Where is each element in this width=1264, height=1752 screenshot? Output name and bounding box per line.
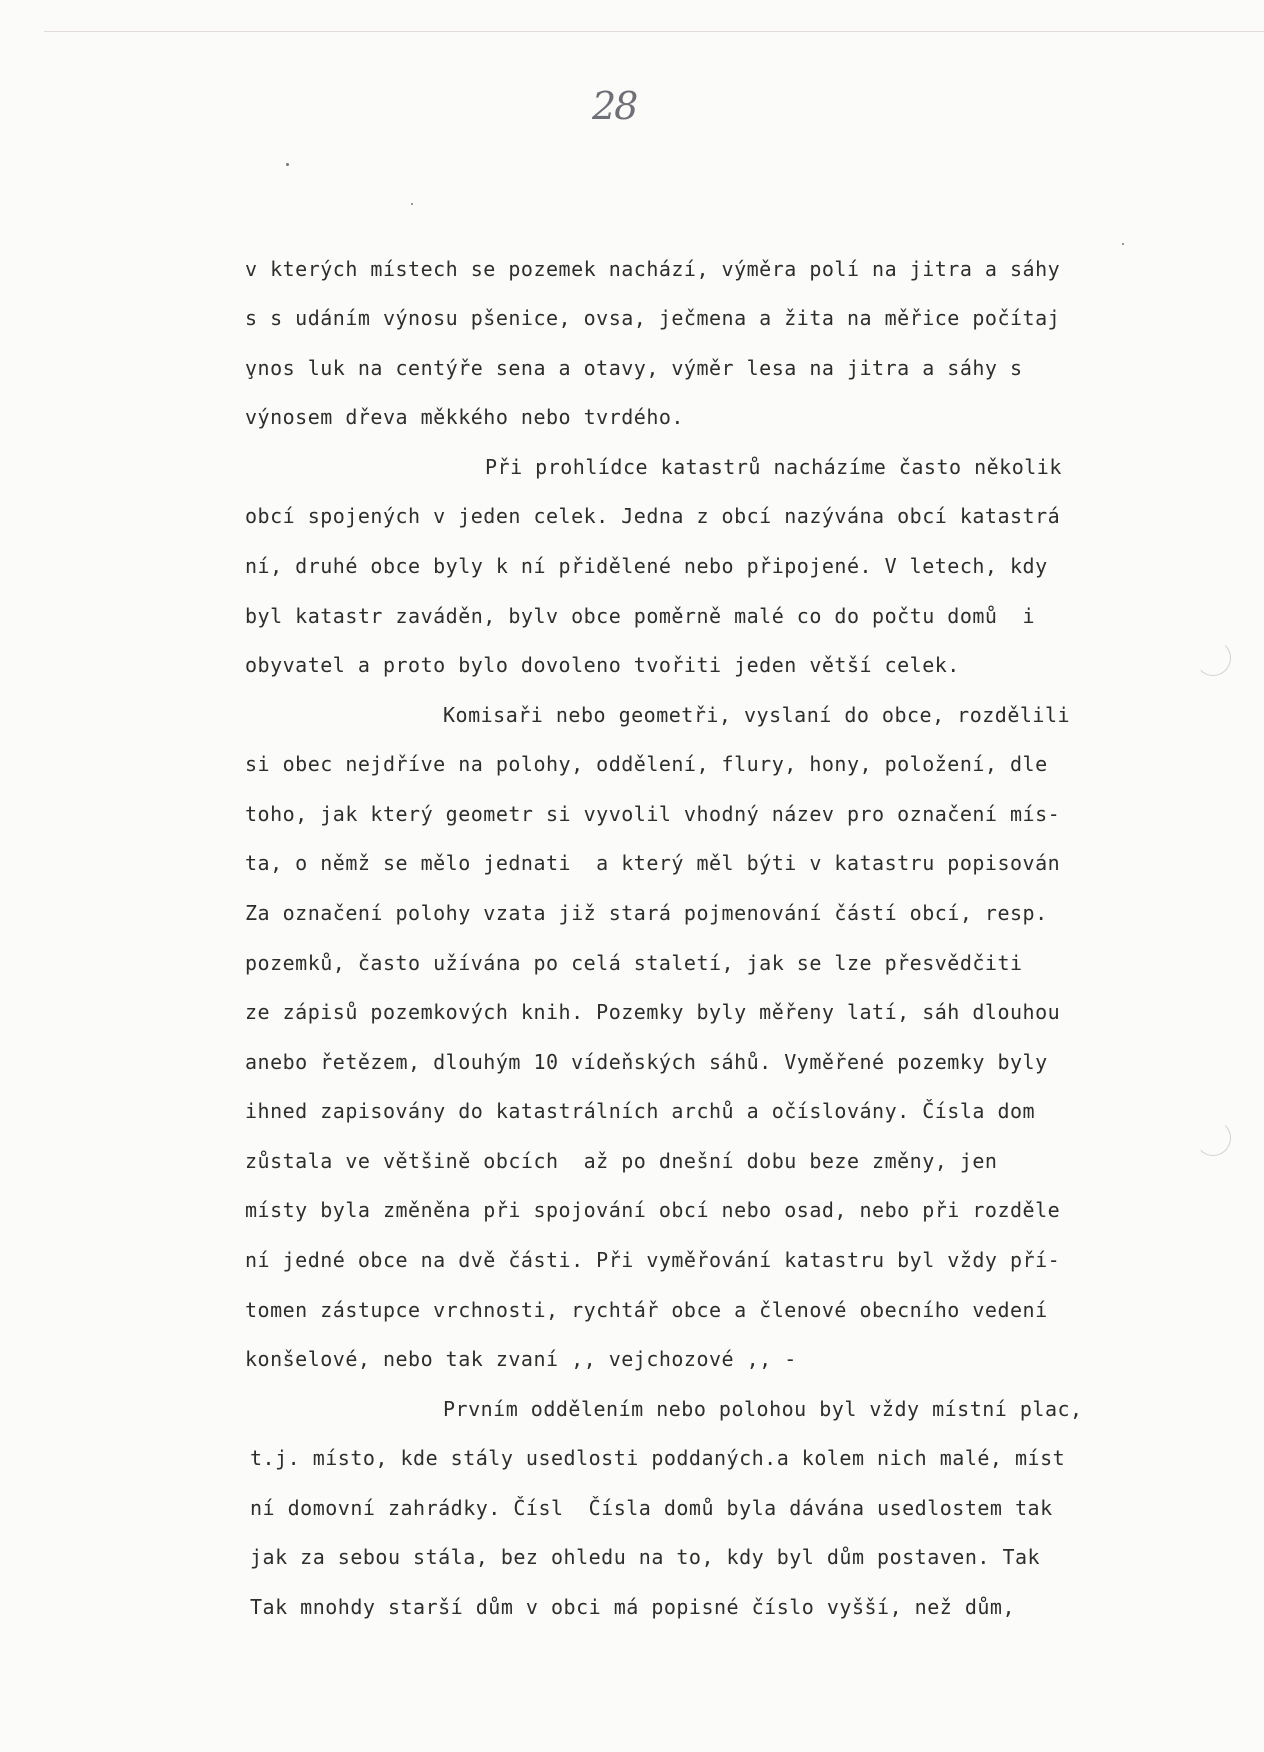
text-line: ní jedné obce na dvě části. Při vyměřování katastru byl vždy pří-	[245, 1248, 1061, 1272]
text-line: Tak mnohdy starší dům v obci má popisné číslo vyšší, než dům,	[250, 1595, 1016, 1619]
text-line: jak za sebou stála, bez ohledu na to, kdy byl dům postaven. Tak	[250, 1545, 1041, 1569]
punch-hole-mark	[1195, 640, 1231, 676]
text-line: ní, druhé obce byly k ní přidělené nebo připojené. V letech, kdy	[245, 554, 1048, 578]
text-line: pozemků, často užívána po celá staletí, jak se lze přesvědčiti	[245, 951, 1023, 975]
text-line: ze zápisů pozemkových knih. Pozemky byly měřeny latí, sáh dlouhou	[245, 1000, 1061, 1024]
text-line: místy byla změněna při spojování obcí nebo osad, nebo při rozděle	[245, 1198, 1061, 1222]
text-line: si obec nejdříve na polohy, oddělení, flury, hony, položení, dle	[245, 752, 1048, 776]
ink-speck	[411, 203, 413, 205]
text-line: tomen zástupce vrchnosti, rychtář obce a členové obecního vedení	[245, 1298, 1048, 1322]
text-line: Prvním oddělením nebo polohou byl vždy místní plac,	[443, 1397, 1083, 1421]
top-edge-rule	[44, 31, 1264, 32]
text-line: ta, o němž se mělo jednati a který měl býti v katastru popisován	[245, 851, 1061, 875]
text-line: v kterých místech se pozemek nachází, výměra polí na jitra a sáhy	[245, 257, 1061, 281]
text-line: v̧nos luk na centýře sena a otavy, výměr lesa na jitra a sáhy s	[245, 356, 1023, 380]
text-line: Komisaři nebo geometři, vyslaní do obce, rozdělili	[443, 703, 1071, 727]
text-line: toho, jak který geometr si vyvolil vhodný název pro označení mís-	[245, 802, 1061, 826]
text-line: Při prohlídce katastrů nacházíme často několik	[485, 455, 1062, 479]
text-line: s s udáním výnosu pšenice, ovsa, ječmena a žita na měřice počítaj	[245, 306, 1061, 330]
text-line: obcí spojených v jeden celek. Jedna z obcí nazývána obcí katastrá	[245, 504, 1061, 528]
text-line: ní domovní zahrádky. Čísl Čísla domů byla dávána usedlostem tak	[250, 1496, 1053, 1520]
text-line: konšelové, nebo tak zvaní ,, vejchozové ,, -	[245, 1347, 797, 1371]
text-line: byl katastr zaváděn, bylv obce poměrně malé co do počtu domů i	[245, 604, 1036, 628]
text-line: t.j. místo, kde stály usedlosti poddaných.a kolem nich malé, míst	[250, 1446, 1066, 1470]
page-number: 28	[592, 84, 637, 128]
ink-speck	[1122, 243, 1124, 245]
text-line: obyvatel a proto bylo dovoleno tvořiti jeden větší celek.	[245, 653, 960, 677]
ink-speck	[286, 163, 289, 166]
text-line: Za označení polohy vzata již stará pojmenování částí obcí, resp.	[245, 901, 1048, 925]
text-line: výnosem dřeva měkkého nebo tvrdého.	[245, 405, 684, 429]
text-line: ihned zapisovány do katastrálních archů a očíslovány. Čísla dom	[245, 1099, 1036, 1123]
text-line: anebo řetězem, dlouhým 10 vídeňských sáhů. Vyměřené pozemky byly	[245, 1050, 1048, 1074]
punch-hole-mark	[1195, 1120, 1231, 1156]
text-line: zůstala ve většině obcích až po dnešní dobu beze změny, jen	[245, 1149, 998, 1173]
